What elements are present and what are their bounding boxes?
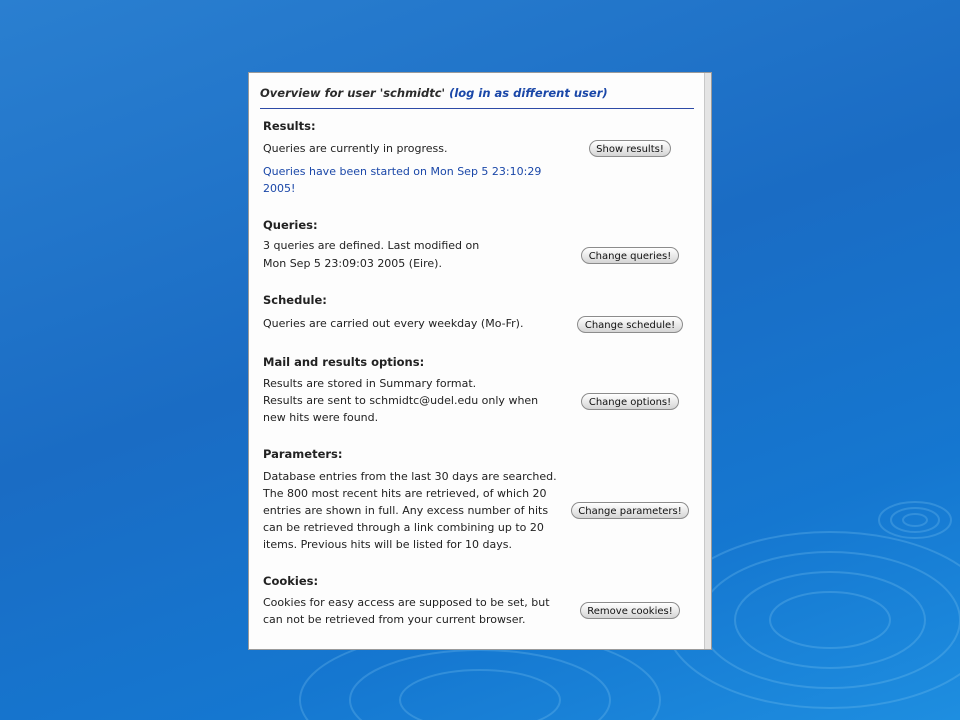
cookies-text-line2: can not be retrieved from your current browser. xyxy=(263,613,526,626)
mail-options-heading: Mail and results options: xyxy=(263,355,425,369)
parameters-text-line1: Database entries from the last 30 days are searched. xyxy=(263,470,557,483)
parameters-heading: Parameters: xyxy=(263,447,343,461)
change-queries-button[interactable]: Change queries! xyxy=(581,247,679,264)
mail-options-text-line2: Results are sent to schmidtc@udel.edu only when xyxy=(263,394,539,407)
queries-heading: Queries: xyxy=(263,218,318,232)
schedule-heading: Schedule: xyxy=(263,293,327,307)
queries-text-line2: Mon Sep 5 23:09:03 2005 (Eire). xyxy=(263,257,442,270)
title-divider xyxy=(260,108,694,109)
change-schedule-button[interactable]: Change schedule! xyxy=(577,316,683,333)
change-options-button[interactable]: Change options! xyxy=(581,393,679,410)
remove-cookies-button[interactable]: Remove cookies! xyxy=(580,602,680,619)
login-different-user-link[interactable]: (log in as different user) xyxy=(449,86,608,100)
queries-text-line1: 3 queries are defined. Last modified on xyxy=(263,239,480,252)
cookies-heading: Cookies: xyxy=(263,574,319,588)
mail-options-text-line3: new hits were found. xyxy=(263,411,379,424)
title-text: Overview for user 'schmidtc' xyxy=(260,86,446,100)
parameters-text-line5: items. Previous hits will be listed for 10 days. xyxy=(263,538,513,551)
results-started-text-line2: 2005! xyxy=(263,182,296,195)
overview-panel xyxy=(248,72,712,650)
mail-options-text-line1: Results are stored in Summary format. xyxy=(263,377,477,390)
change-parameters-button[interactable]: Change parameters! xyxy=(571,502,689,519)
parameters-text-line2: The 800 most recent hits are retrieved, of which 20 xyxy=(263,487,547,500)
cookies-text-line1: Cookies for easy access are supposed to be set, but xyxy=(263,596,550,609)
page-title xyxy=(260,86,694,100)
results-status-text: Queries are currently in progress. xyxy=(263,142,448,155)
results-started-text-line1: Queries have been started on Mon Sep 5 23:10:29 xyxy=(263,165,542,178)
parameters-text-line4: can be retrieved through a link combining up to 20 xyxy=(263,521,544,534)
scrollbar-track[interactable] xyxy=(704,73,711,649)
show-results-button[interactable]: Show results! xyxy=(589,140,671,157)
schedule-text: Queries are carried out every weekday (Mo-Fr). xyxy=(263,317,524,330)
parameters-text-line3: entries are shown in full. Any excess number of hits xyxy=(263,504,549,517)
results-heading: Results: xyxy=(263,119,316,133)
